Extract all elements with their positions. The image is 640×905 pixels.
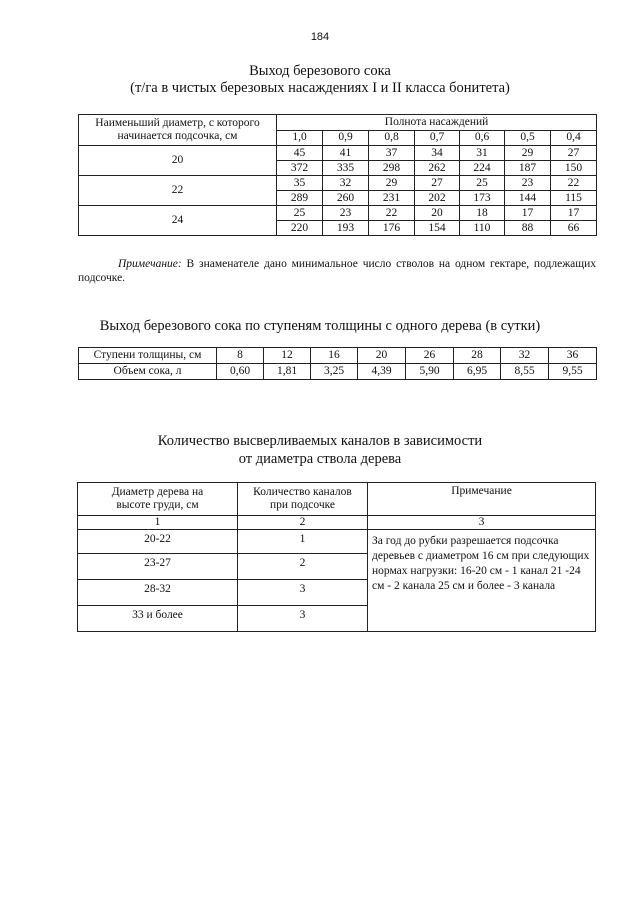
table1-subtitle: (т/га в чистых березовых насаждениях I и II класса бонитета) bbox=[130, 80, 510, 96]
diameter-cell: 22 bbox=[79, 176, 277, 206]
channels-cell: 1 bbox=[238, 530, 368, 554]
channels-cell: 3 bbox=[238, 606, 368, 632]
yield-cell: 27 bbox=[415, 176, 460, 191]
density-cell: 0,8 bbox=[369, 130, 415, 146]
volume-cell: 0,60 bbox=[217, 364, 264, 380]
step-cell: 16 bbox=[311, 348, 358, 364]
trees-cell: 176 bbox=[369, 221, 415, 236]
diameter-cell: 20 bbox=[79, 146, 277, 176]
trees-cell: 154 bbox=[415, 221, 460, 236]
trees-cell: 193 bbox=[323, 221, 369, 236]
volume-cell: 8,55 bbox=[501, 364, 549, 380]
trees-cell: 88 bbox=[505, 221, 551, 236]
trees-cell: 298 bbox=[369, 161, 415, 176]
trees-cell: 173 bbox=[460, 191, 505, 206]
steps-label: Ступени толщины, см bbox=[79, 348, 217, 364]
yield-cell: 31 bbox=[460, 146, 505, 161]
note-text: В знаменателе дано минимальное число стволов на одном гектаре, подлежащих подсочке. bbox=[78, 258, 596, 284]
yield-cell: 27 bbox=[551, 146, 597, 161]
volume-cell: 1,81 bbox=[264, 364, 311, 380]
step-cell: 8 bbox=[217, 348, 264, 364]
yield-cell: 41 bbox=[323, 146, 369, 161]
col2-header-line2: при подсочке bbox=[269, 499, 336, 511]
trees-cell: 372 bbox=[277, 161, 323, 176]
header-density: Полнота насаждений bbox=[277, 115, 597, 131]
trees-cell: 110 bbox=[460, 221, 505, 236]
table1-note bbox=[78, 257, 596, 285]
diameter-range-cell: 23-27 bbox=[78, 554, 238, 580]
density-cell: 0,4 bbox=[551, 130, 597, 146]
trees-cell: 144 bbox=[505, 191, 551, 206]
volume-cell: 3,25 bbox=[311, 364, 358, 380]
col1-header-line1: Диаметр дерева на bbox=[111, 486, 204, 498]
trees-cell: 335 bbox=[323, 161, 369, 176]
yield-cell: 32 bbox=[323, 176, 369, 191]
page-number: 184 bbox=[310, 31, 330, 43]
trees-cell: 231 bbox=[369, 191, 415, 206]
trees-cell: 220 bbox=[277, 221, 323, 236]
density-cell: 0,9 bbox=[323, 130, 369, 146]
channels-cell: 3 bbox=[238, 580, 368, 606]
trees-cell: 289 bbox=[277, 191, 323, 206]
trees-cell: 187 bbox=[505, 161, 551, 176]
channels-cell: 2 bbox=[238, 554, 368, 580]
diameter-cell: 24 bbox=[79, 206, 277, 236]
header-min-diameter-line1: Наименьший диаметр, с которого bbox=[95, 117, 260, 129]
table3-subtitle: от диаметра ствола дерева bbox=[238, 451, 402, 467]
yield-cell: 35 bbox=[277, 176, 323, 191]
step-cell: 36 bbox=[549, 348, 597, 364]
trees-cell: 202 bbox=[415, 191, 460, 206]
yield-cell: 29 bbox=[369, 176, 415, 191]
volume-cell: 4,39 bbox=[358, 364, 406, 380]
header-min-diameter bbox=[79, 115, 277, 146]
col1-header-line2: высоте груди, см bbox=[116, 499, 199, 511]
yield-cell: 22 bbox=[551, 176, 597, 191]
yield-cell: 23 bbox=[505, 176, 551, 191]
volume-cell: 9,55 bbox=[549, 364, 597, 380]
step-cell: 20 bbox=[358, 348, 406, 364]
note-label: Примечание: bbox=[118, 258, 182, 270]
channels-table bbox=[77, 482, 596, 632]
col1-header bbox=[78, 483, 238, 516]
volume-cell: 5,90 bbox=[406, 364, 454, 380]
trees-cell: 150 bbox=[551, 161, 597, 176]
sap-volume-table bbox=[78, 347, 597, 380]
diameter-range-cell: 20-22 bbox=[78, 530, 238, 554]
trees-cell: 115 bbox=[551, 191, 597, 206]
table2-title: Выход березового сока по ступеням толщины с одного дерева (в сутки) bbox=[99, 318, 541, 334]
header-min-diameter-line2: начинается подсочка, см bbox=[117, 130, 238, 142]
trees-cell: 262 bbox=[415, 161, 460, 176]
yield-cell: 37 bbox=[369, 146, 415, 161]
trees-cell: 260 bbox=[323, 191, 369, 206]
yield-cell: 20 bbox=[415, 206, 460, 221]
step-cell: 32 bbox=[501, 348, 549, 364]
density-cell: 0,7 bbox=[415, 130, 460, 146]
yield-cell: 29 bbox=[505, 146, 551, 161]
col2-header bbox=[238, 483, 368, 516]
yield-cell: 45 bbox=[277, 146, 323, 161]
density-cell: 0,6 bbox=[460, 130, 505, 146]
trees-cell: 66 bbox=[551, 221, 597, 236]
trees-cell: 224 bbox=[460, 161, 505, 176]
col-number: 1 bbox=[78, 516, 238, 530]
diameter-range-cell: 33 и более bbox=[78, 606, 238, 632]
table1-title: Выход березового сока bbox=[249, 63, 391, 79]
yield-cell: 34 bbox=[415, 146, 460, 161]
sap-yield-table bbox=[78, 114, 597, 236]
volume-cell: 6,95 bbox=[454, 364, 501, 380]
yield-cell: 18 bbox=[460, 206, 505, 221]
yield-cell: 17 bbox=[505, 206, 551, 221]
step-cell: 28 bbox=[454, 348, 501, 364]
channels-note-cell: За год до рубки разрешается подсочка деревьев с диаметром 16 см при следующих нормах нагрузки: 16-20 см - 1 канал 21 -24 см - 2 канала 25 см и более - 3 канала bbox=[368, 530, 596, 632]
yield-cell: 17 bbox=[551, 206, 597, 221]
yield-cell: 23 bbox=[323, 206, 369, 221]
density-cell: 0,5 bbox=[505, 130, 551, 146]
yield-cell: 25 bbox=[277, 206, 323, 221]
col-number: 2 bbox=[238, 516, 368, 530]
col3-header: Примечание bbox=[368, 483, 596, 516]
volume-label: Объем сока, л bbox=[79, 364, 217, 380]
step-cell: 12 bbox=[264, 348, 311, 364]
col2-header-line1: Количество каналов bbox=[253, 486, 352, 498]
yield-cell: 25 bbox=[460, 176, 505, 191]
table3-title: Количество высверливаемых каналов в зависимости bbox=[157, 433, 483, 449]
yield-cell: 22 bbox=[369, 206, 415, 221]
step-cell: 26 bbox=[406, 348, 454, 364]
col-number: 3 bbox=[368, 516, 596, 530]
density-cell: 1,0 bbox=[277, 130, 323, 146]
diameter-range-cell: 28-32 bbox=[78, 580, 238, 606]
